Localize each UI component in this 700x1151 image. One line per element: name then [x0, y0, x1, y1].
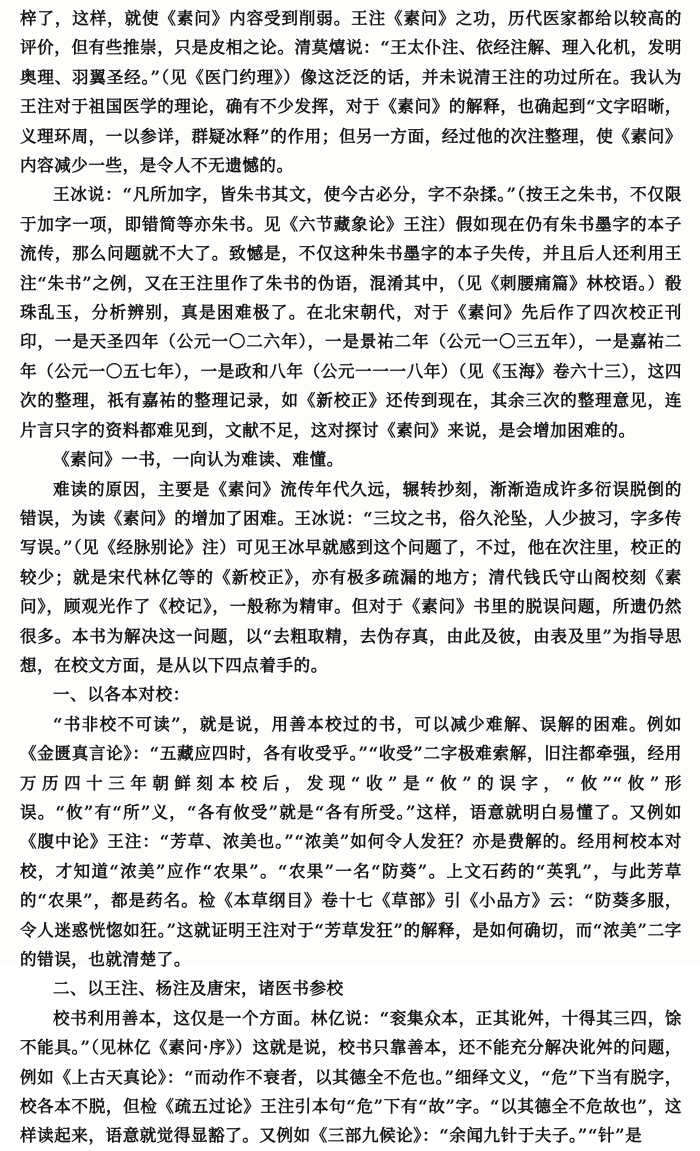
paragraph-intro: 梓了，这样，就使《素问》内容受到削弱。王注《素问》之功，历代医家都给以较高的评价，但有些推崇，只是皮相之论。清莫熺说：“王太仆注、依经注解、理入化机，发明奥理、羽翼圣经。”（见《医门约理》）像这泛泛的话，并未说清王注的功过所在。我认为王注对于祖国医学的理论，确有不少发挥，对于《素问》的解释，也确起到“文字昭晰，义理环周，一以参详，群疑冰释”的作用；但另一方面，经过他的次注整理，使《素问》内容减少一些，是令人不无遗憾的。	[20, 9, 682, 176]
paragraph-duijiao: “书非校不可读”，就是说，用善本校过的书，可以减少难解、误解的困难。例如《金匮真言论》：“五藏应四时，各有收受乎。”“收受”二字极难索解，旧注都牵强，经用万历四十三年朝鲜刻本校后，发现“收”是“攸”的误字，“攸”“攸”形误。“攸”有“所”义，“各有攸受”就是“各有所受。”这样，语意就明白易懂了。又例如《腹中论》王注：“芳草、浓美也。”“浓美”如何令人发狂？亦是费解的。经用柯校本对校，才知道“浓美”应作“农果”。“农果”一名“防葵”。上文石药的“英乳”，与此芳草的“农果”，都是药名。检《本草纲目》卷十七《草部》引《小品方》云：“防葵多服，令人迷惑恍惚如狂。”这就证明王注对于“芳草发狂”的解释，是如何确切，而“浓美”二字的错误，也就清楚了。	[20, 714, 682, 969]
section-heading-1: 一、以各本对校：	[53, 685, 190, 705]
paragraph-yuanyin: 难读的原因，主要是《素问》流传年代久远，辗转抄刻，渐渐造成许多衍误脱倒的错误，为读《素问》的增加了困难。王冰说：“三坟之书，俗久沦坠，人少披习，字多传写误。”（见《经脉别论》注）可见王冰早就感到这个问题了，不过，他在次注里，校正的较少；就是宋代林亿等的《新校正》，亦有极多疏漏的地方；清代钱氏守山阁校刻《素问》，顾观光作了《校记》，一般称为精审。但对于《素问》书里的脱误问题，所遗仍然很多。本书为解决这一问题，以“去粗取精，去伪存真，由此及彼，由表及里”为指导思想，在校文方面，是从以下四点着手的。	[20, 479, 682, 675]
paragraph-canjiao: 校书利用善本，这仅是一个方面。林亿说：“衮集众本，正其讹舛，十得其三四，馀不能具。”（见林亿《素问·序》）这就是说，校书只靠善本，还不能充分解决讹舛的问题，例如《上古天真论》：“而动作不衰者，以其德全不危也。”细绎文义，“危”下当有脱字，校各本不脱，但检《疏五过论》王注引本句“危”下有“故”字。“以其德全不危故也”，这样读起来，语意就觉得显豁了。又例如《三部九候论》：“余闻九针于夫子。”“针”是	[20, 1008, 682, 1146]
paragraph-nandu: 《素问》一书，一向认为难读、难懂。	[53, 450, 344, 470]
section-heading-2: 二、以王注、杨注及唐宋，诸医书参校	[53, 979, 344, 999]
paragraph-zhushu: 王冰说：“凡所加字，皆朱书其文，使今古必分，字不杂揉。”（按王之朱书，不仅限于加字一项，即错简等亦朱书。见《六节藏象论》王注）假如现在仍有朱书墨字的本子流传，那么问题就不大了。致憾是，不仅这种朱书墨字的本子失传，并且后人还利用王注“朱书”之例，又在王注里作了朱书的伪语，混淆其中，（见《刺腰痛篇》林校语。）殽珠乱玉，分析辨别，真是困难极了。在北宋朝代，对于《素问》先后作了四次校正刊印，一是天圣四年（公元一〇二六年），一是景祐二年（公元一〇三五年），一是嘉祐二年（公元一〇五七年），一是政和八年（公元一一一八年）（见《玉海》卷六十三），这四次的整理，祇有嘉祐的整理记录，如《新校正》还传到现在，其余三次的整理意见，连片言只字的资料都难见到，文献不足，这对探讨《素问》来说，是会增加困难的。	[20, 185, 682, 440]
